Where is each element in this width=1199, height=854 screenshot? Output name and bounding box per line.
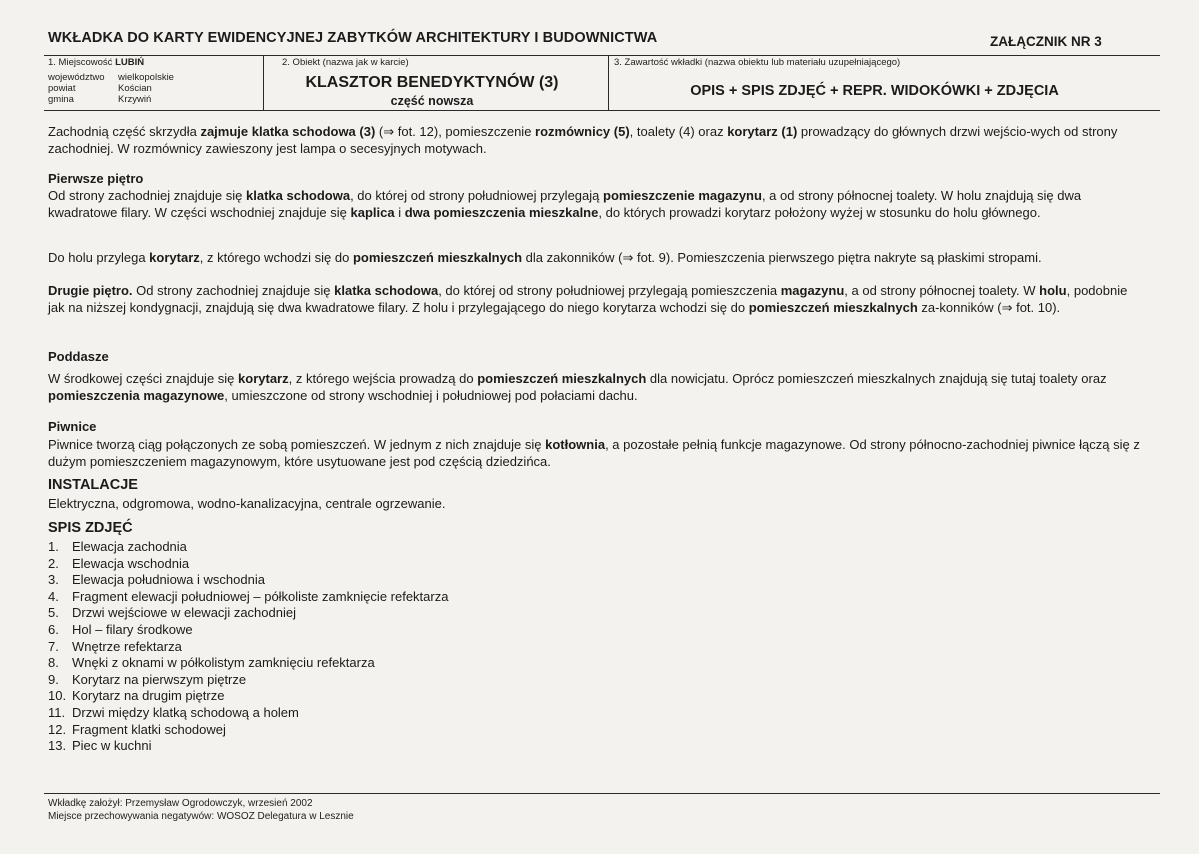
commune-row: gmina Krzywiń (48, 94, 152, 105)
locality-value: LUBIŃ (115, 57, 145, 68)
photos-list (48, 539, 448, 755)
footer-negatives: Miejsce przechowywania negatywów: WOSOZ Delegatura w Lesznie (48, 811, 354, 822)
first-floor-paragraph: Od strony zachodniej znajduje się klatka schodowa, do której od strony południowej przylegają pomieszczenie magazynu, a od strony północnej toalety. W holu znajdują się dwa kwadratowe filary. W części wschodniej znajduje się kaplica i dwa pomieszczenia mieszkalne, do których prowadzi korytarz położony wyżej w stosunku do holu głównego. (48, 188, 1082, 220)
photos-heading: SPIS ZDJĘĆ (48, 520, 133, 536)
basement-heading: Piwnice (48, 419, 97, 434)
locality-label: 1. Miejscowość LUBIŃ (48, 57, 145, 68)
contents-value: OPIS + SPIS ZDJĘĆ + REPR. WIDOKÓWKI + ZDJĘCIA (690, 83, 1059, 99)
footer-rule (44, 793, 1160, 794)
list-item: 10. Korytarz na drugim piętrze (48, 688, 225, 704)
voivodeship-row: województwo wielkopolskie (48, 72, 174, 83)
header-top-rule (44, 55, 1160, 56)
list-item: 5. Drzwi wejściowe w elewacji zachodniej (48, 605, 296, 621)
basement-paragraph: Piwnice tworzą ciąg połączonych ze sobą pomieszczeń. W jednym z nich znajduje się kotłownia, a pozostałe pełnią funkcje magazynowe. Od strony północno-zachodniej piwnice łączą się z dużym pomieszczeniem magazynowym, które usytuowane jest pod częścią dziedzińca. (48, 437, 1140, 469)
attic-heading: Poddasze (48, 349, 109, 364)
second-floor-paragraph: Drugie piętro. Od strony zachodniej znajduje się klatka schodowa, do której od strony południowej przylegają pomieszczenia magazynu, a od strony północnej toalety. W holu, podobnie jak na niższej kondygnacji, znajdują się dwa kwadratowe filary. Z holu i przylegającego do niego korytarza wchodzi się do pomieszczeń mieszkalnych za-konników (⇒ fot. 10). (48, 283, 1128, 315)
list-item: 12. Fragment klatki schodowej (48, 721, 226, 737)
list-item: 11. Drzwi między klatką schodową a holem (48, 704, 299, 720)
attic-paragraph: W środkowej części znajduje się korytarz, z którego wejścia prowadzą do pomieszczeń mieszkalnych dla nowicjatu. Oprócz pomieszczeń mieszkalnych znajdują się tutaj toalety oraz pomieszczenia magazynowe, umieszczone od strony wschodniej i południowej pod połaciami dachu. (48, 371, 1107, 403)
list-item: 9. Korytarz na pierwszym piętrze (48, 671, 247, 687)
footer-author: Wkładkę założył: Przemysław Ogrodowczyk, wrzesień 2002 (48, 798, 313, 809)
intro-paragraph: Zachodnią część skrzydła zajmuje klatka schodowa (3) (⇒ fot. 12), pomieszczenie rozmównicy (5), toalety (4) oraz korytarz (1) prowadzący do głównych drzwi wejścio-wych od strony zachodniej. W rozmównicy zawieszony jest lampa o secesyjnych motywach. (48, 124, 1118, 156)
installations-text: Elektryczna, odgromowa, wodno-kanalizacyjna, centrale ogrzewanie. (48, 496, 446, 511)
list-item: 13. Piec w kuchni (48, 738, 152, 754)
list-item: 1. Elewacja zachodnia (48, 539, 187, 554)
header-bottom-rule (44, 110, 1160, 111)
first-floor-corridor-paragraph: Do holu przylega korytarz, z którego wchodzi się do pomieszczeń mieszkalnych dla zakonników (⇒ fot. 9). Pomieszczenia pierwszego piętra nakryte są płaskimi stropami. (48, 250, 1042, 265)
list-item: 4. Fragment elewacji południowej – półkoliste zamknięcie refektarza (48, 588, 449, 604)
list-item: 2. Elewacja wschodnia (48, 555, 190, 571)
first-floor-heading: Pierwsze piętro (48, 171, 144, 186)
object-label: 2. Obiekt (nazwa jak w karcie) (282, 57, 409, 68)
county-row: powiat Kościan (48, 83, 152, 94)
installations-heading: INSTALACJE (48, 477, 138, 493)
list-item: 3. Elewacja południowa i wschodnia (48, 572, 265, 588)
box-divider-2 (608, 55, 609, 111)
object-name: KLASZTOR BENEDYKTYNÓW (3) (305, 74, 559, 91)
annex-number: ZAŁĄCZNIK NR 3 (990, 34, 1102, 49)
second-floor-heading: Drugie piętro. (48, 283, 133, 298)
list-item: 6. Hol – filary środkowe (48, 621, 193, 637)
list-item: 8. Wnęki z oknami w półkolistym zamknięciu refektarza (48, 655, 375, 671)
list-item: 7. Wnętrze refektarza (48, 638, 182, 654)
contents-label: 3. Zawartość wkładki (nazwa obiektu lub materiału uzupełniającego) (614, 57, 901, 68)
document-title: WKŁADKA DO KARTY EWIDENCYJNEJ ZABYTKÓW ARCHITEKTURY I BUDOWNICTWA (48, 30, 658, 46)
object-subtitle: część nowsza (390, 94, 474, 108)
